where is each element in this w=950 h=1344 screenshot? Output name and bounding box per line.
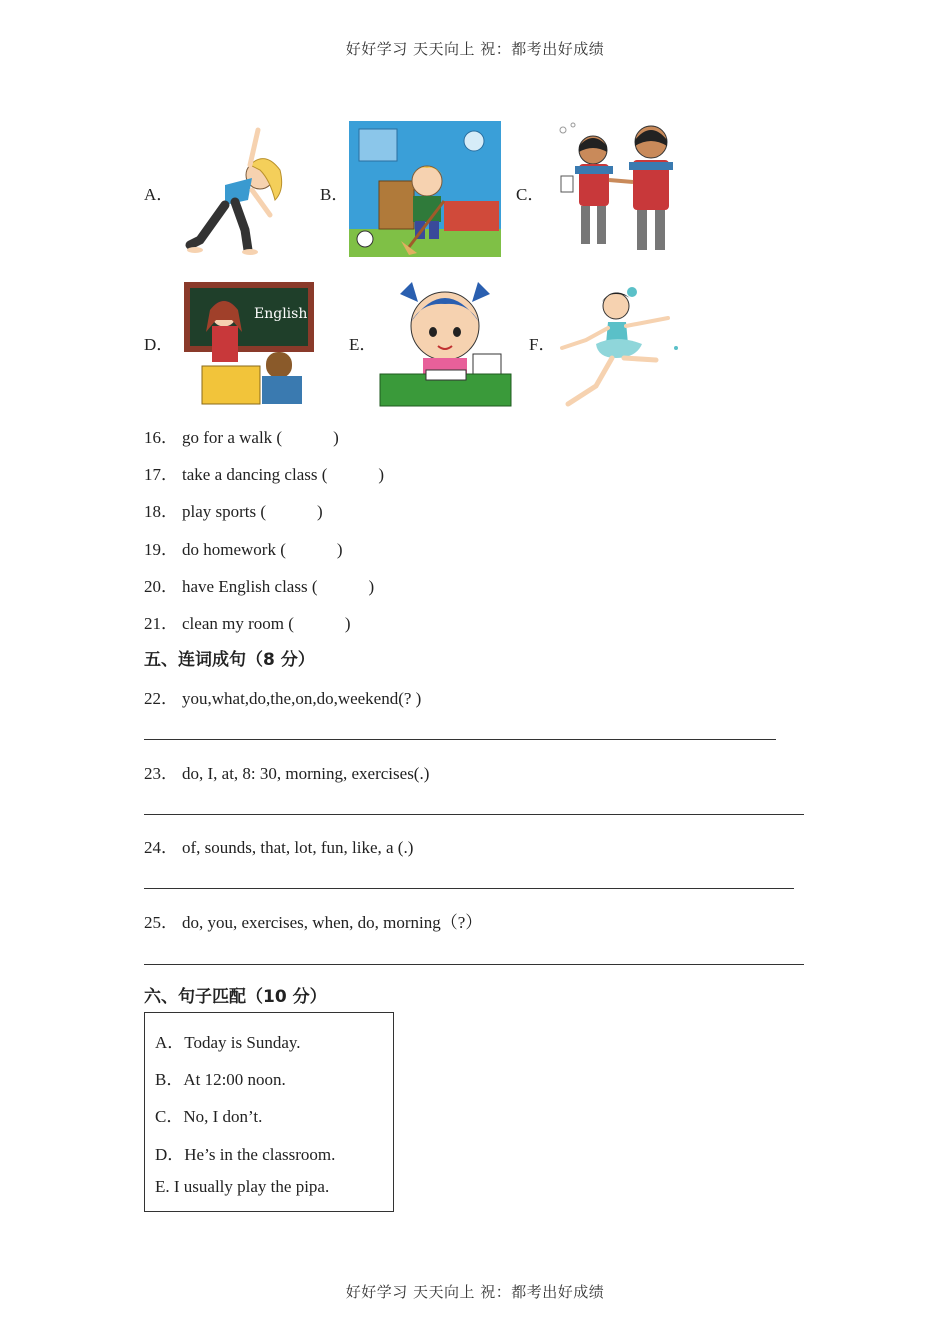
question-17: 17． take a dancing class ( ): [144, 465, 385, 484]
section-5-title: 五、连词成句（8 分）: [144, 650, 315, 670]
girl-doing-homework-icon: [378, 274, 513, 408]
sentence-option-c: C．No, I don’t.: [155, 1107, 263, 1126]
question-18: 18． play sports ( ): [144, 502, 323, 521]
option-label-c: C．: [516, 185, 545, 204]
sentence-option-a: A．Today is Sunday.: [155, 1033, 301, 1052]
question-21: 21． clean my room ( ): [144, 614, 351, 633]
answer-line-25[interactable]: [144, 964, 804, 965]
question-19: 19． do homework ( ): [144, 540, 343, 559]
question-23: 23． do, I, at, 8: 30, morning, exercises(.): [144, 764, 430, 783]
page-header: 好好学习 天天向上 祝：都考出好成绩: [345, 40, 605, 58]
page-footer: 好好学习 天天向上 祝：都考出好成绩: [345, 1283, 605, 1301]
option-label-e: E．: [349, 335, 377, 354]
section-6-title: 六、句子匹配（10 分）: [144, 987, 327, 1007]
board-text: English: [254, 306, 308, 322]
answer-line-23[interactable]: [144, 814, 804, 815]
answer-line-22[interactable]: [144, 739, 776, 740]
answer-line-24[interactable]: [144, 888, 794, 889]
question-20: 20． have English class ( ): [144, 577, 375, 596]
option-label-b: B．: [320, 185, 349, 204]
two-kids-walking-icon: [553, 120, 688, 258]
ballet-dancer-icon: [556, 278, 686, 408]
question-22: 22． you,what,do,the,on,do,weekend(? ): [144, 689, 422, 708]
option-label-a: A．: [144, 185, 174, 204]
yoga-girl-icon: [180, 120, 295, 258]
sentence-option-d: D．He’s in the classroom.: [155, 1145, 336, 1164]
boy-cleaning-room-icon: [349, 121, 501, 257]
question-25: 25． do, you, exercises, when, do, morning（?）: [144, 913, 483, 932]
option-label-f: F．: [529, 335, 556, 354]
question-16: 16． go for a walk ( ): [144, 428, 339, 447]
sentence-options-box: [144, 1012, 394, 1212]
question-24: 24． of, sounds, that, lot, fun, like, a (.): [144, 838, 414, 857]
english-class-icon: [182, 280, 316, 408]
sentence-option-b: B．At 12:00 noon.: [155, 1070, 286, 1089]
option-label-d: D．: [144, 335, 174, 354]
sentence-option-e: E. I usually play the pipa.: [155, 1177, 330, 1196]
